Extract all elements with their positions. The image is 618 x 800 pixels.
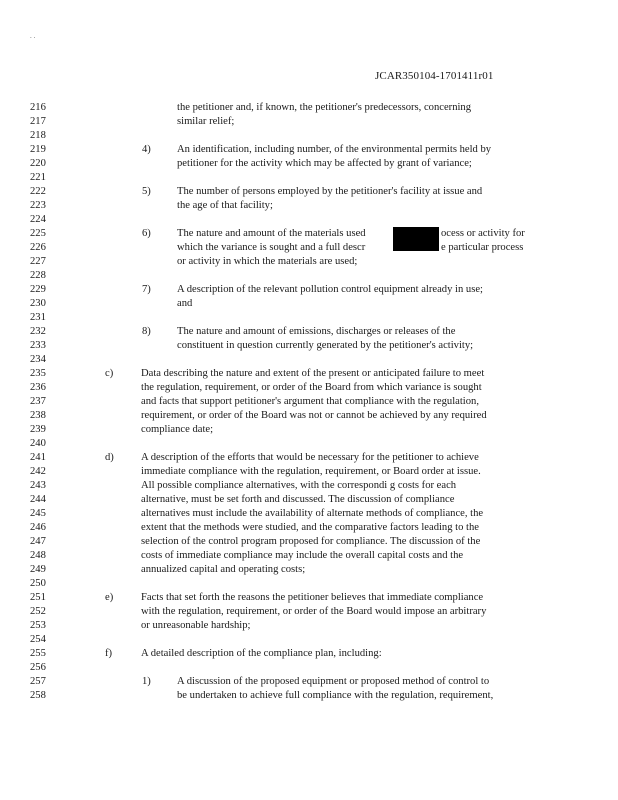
body-line: The nature and amount of the materials used — [177, 228, 366, 239]
body-line: All possible compliance alternatives, with the correspondi g costs for each — [141, 480, 457, 491]
redaction-block — [393, 227, 439, 251]
line-number: 218 — [30, 130, 46, 141]
line-number: 232 — [30, 326, 46, 337]
body-line: An identification, including number, of the environmental permits held by — [177, 144, 492, 155]
line-number: 247 — [30, 536, 46, 547]
line-number: 237 — [30, 396, 46, 407]
line-number: 221 — [30, 172, 46, 183]
body-line: A discussion of the proposed equipment or proposed method of control to — [177, 676, 490, 687]
body-line: alternatives must include the availability of alternate methods of compliance, the — [141, 508, 484, 519]
line-number: 257 — [30, 676, 46, 687]
body-line: requirement, or order of the Board was not or cannot be achieved by any required — [141, 410, 487, 421]
line-number: 243 — [30, 480, 46, 491]
line-number: 234 — [30, 354, 46, 365]
line-number: 217 — [30, 116, 46, 127]
line-number: 220 — [30, 158, 46, 169]
line-number: 230 — [30, 298, 46, 309]
body-line: be undertaken to achieve full compliance with the regulation, requirement, — [177, 690, 494, 701]
body-line: constituent in question currently generated by the petitioner's activity; — [177, 340, 474, 351]
line-number: 240 — [30, 438, 46, 449]
section-marker: e) — [105, 592, 114, 603]
line-number: 251 — [30, 592, 46, 603]
line-number: 241 — [30, 452, 46, 463]
line-number: 255 — [30, 648, 46, 659]
line-number: 227 — [30, 256, 46, 267]
item-marker: 5) — [142, 186, 151, 197]
body-line: the petitioner and, if known, the petitioner's predecessors, concerning — [177, 102, 472, 113]
body-line: and — [177, 298, 193, 309]
line-number: 224 — [30, 214, 46, 225]
body-line: The number of persons employed by the petitioner's facility at issue and — [177, 186, 483, 197]
line-number: 236 — [30, 382, 46, 393]
body-line: A description of the relevant pollution control equipment already in use; — [177, 284, 483, 295]
line-number: 256 — [30, 662, 46, 673]
body-line: extent that the methods were studied, and the comparative factors leading to the — [141, 522, 480, 533]
line-number: 219 — [30, 144, 46, 155]
scan-specks: . . — [30, 32, 36, 40]
body-line: ocess or activity for — [441, 228, 525, 239]
line-number: 252 — [30, 606, 46, 617]
body-line: which the variance is sought and a full descr — [177, 242, 366, 253]
section-marker: d) — [105, 452, 114, 463]
body-line: A detailed description of the compliance plan, including: — [141, 648, 382, 659]
line-number: 248 — [30, 550, 46, 561]
body-line: alternative, must be set forth and discussed. The discussion of compliance — [141, 494, 455, 505]
line-number: 245 — [30, 508, 46, 519]
body-line: the age of that facility; — [177, 200, 273, 211]
section-marker: c) — [105, 368, 114, 379]
body-line: with the regulation, requirement, or order of the Board would impose an arbitrary — [141, 606, 487, 617]
document-code: JCAR350104-1701411r01 — [375, 70, 494, 82]
body-line: compliance date; — [141, 424, 214, 435]
body-line: Facts that set forth the reasons the petitioner believes that immediate compliance — [141, 592, 484, 603]
line-number: 253 — [30, 620, 46, 631]
line-number: 239 — [30, 424, 46, 435]
body-line: Data describing the nature and extent of the present or anticipated failure to meet — [141, 368, 485, 379]
line-number: 258 — [30, 690, 46, 701]
body-line: similar relief; — [177, 116, 235, 127]
line-number: 250 — [30, 578, 46, 589]
section-marker: f) — [105, 648, 113, 659]
body-line: A description of the efforts that would be necessary for the petitioner to achieve — [141, 452, 479, 463]
line-number: 246 — [30, 522, 46, 533]
line-number: 223 — [30, 200, 46, 211]
line-number: 244 — [30, 494, 46, 505]
body-line: or activity in which the materials are used; — [177, 256, 358, 267]
body-line: costs of immediate compliance may include the overall capital costs and the — [141, 550, 464, 561]
body-line: immediate compliance with the regulation, requirement, or Board order at issue. — [141, 466, 481, 477]
body-line: The nature and amount of emissions, discharges or releases of the — [177, 326, 456, 337]
line-number: 226 — [30, 242, 46, 253]
line-number: 216 — [30, 102, 46, 113]
body-line: and facts that support petitioner's argument that compliance with the regulation, — [141, 396, 479, 407]
line-number: 229 — [30, 284, 46, 295]
item-marker: 8) — [142, 326, 151, 337]
line-number: 231 — [30, 312, 46, 323]
line-number: 228 — [30, 270, 46, 281]
body-line: or unreasonable hardship; — [141, 620, 251, 631]
body-line: annualized capital and operating costs; — [141, 564, 306, 575]
body-line: the regulation, requirement, or order of the Board from which variance is sought — [141, 382, 482, 393]
line-number: 222 — [30, 186, 46, 197]
line-number: 225 — [30, 228, 46, 239]
body-line: petitioner for the activity which may be affected by grant of variance; — [177, 158, 472, 169]
line-number: 254 — [30, 634, 46, 645]
item-marker: 6) — [142, 228, 151, 239]
line-number: 249 — [30, 564, 46, 575]
item-marker: 4) — [142, 144, 151, 155]
body-line: selection of the control program proposed for compliance. The discussion of the — [141, 536, 481, 547]
item-marker: 1) — [142, 676, 151, 687]
line-number: 235 — [30, 368, 46, 379]
line-number: 233 — [30, 340, 46, 351]
body-line: e particular process — [441, 242, 524, 253]
line-number: 242 — [30, 466, 46, 477]
line-number: 238 — [30, 410, 46, 421]
item-marker: 7) — [142, 284, 151, 295]
